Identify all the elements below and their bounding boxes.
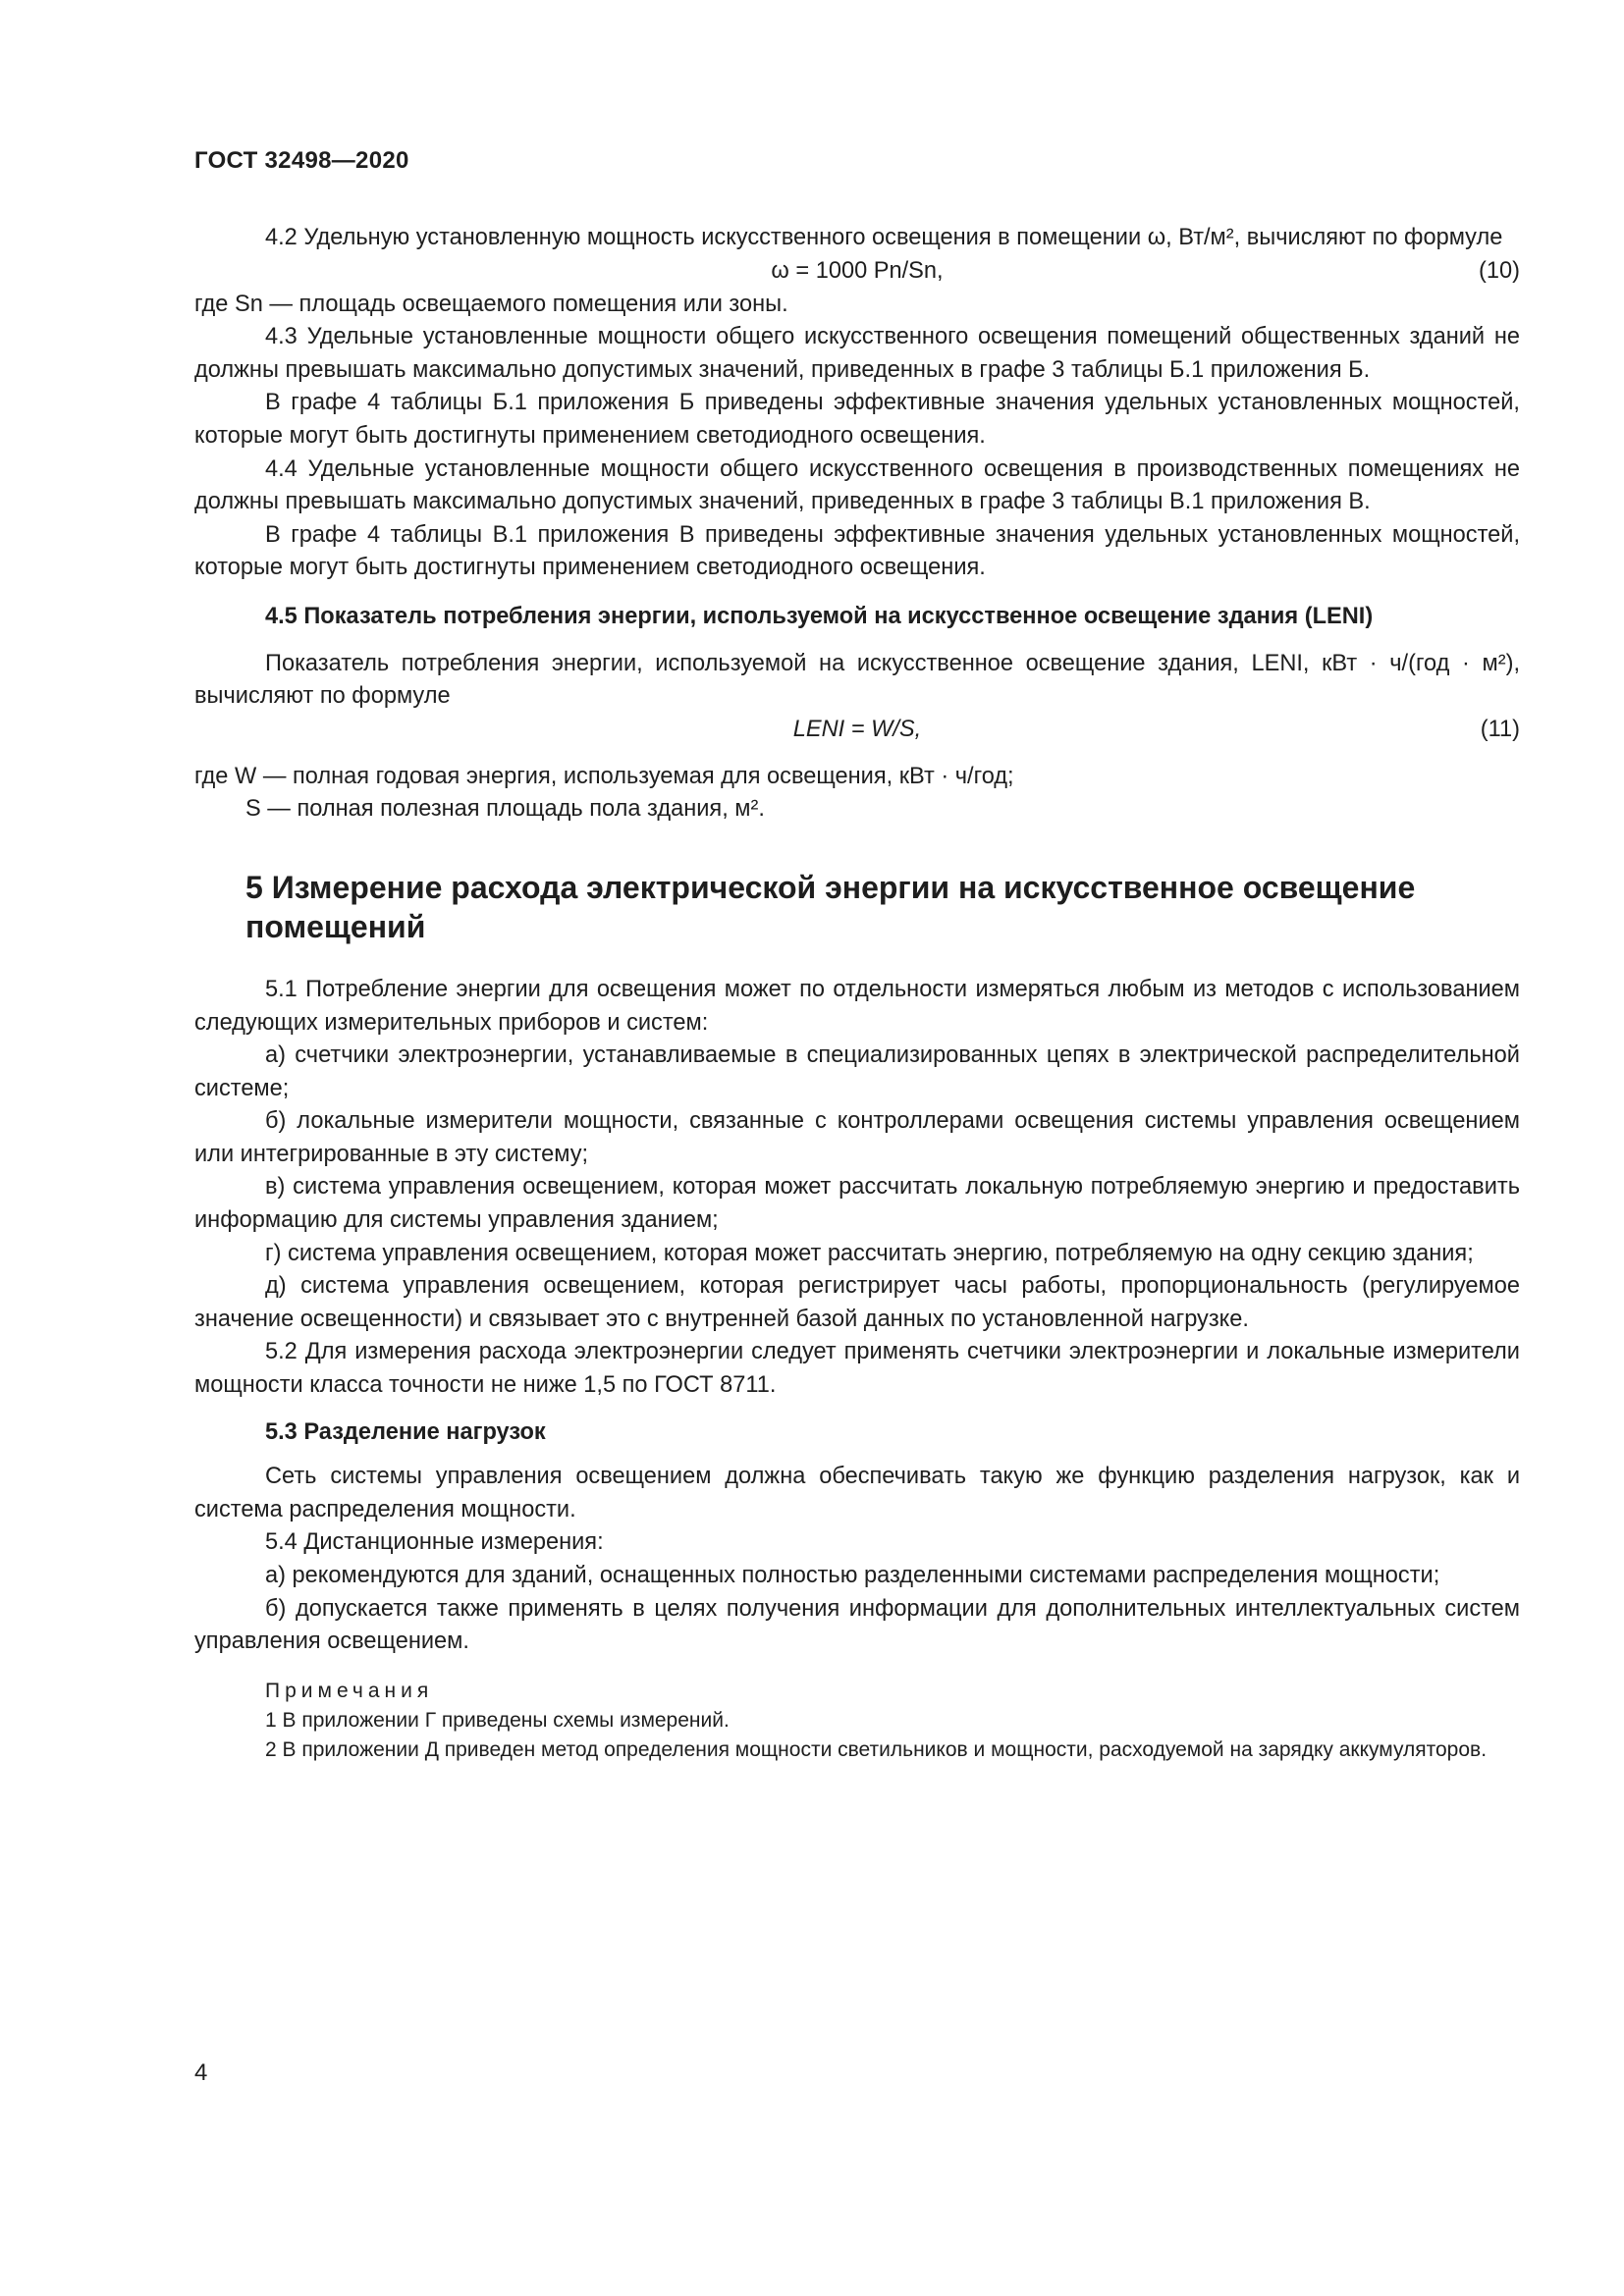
heading-4-5: 4.5 Показатель потребления энергии, используемой на искусственное освещение здания (LENI)	[265, 603, 1374, 629]
list-item: б) локальные измерители мощности, связанные с контроллерами освещения системы управления освещением или интегрированные в эту систему;	[194, 1108, 1520, 1167]
page-number: 4	[194, 2059, 208, 2086]
formula-10	[194, 255, 1520, 289]
formula-10-where: где Sn — площадь освещаемого помещения или зоны.	[194, 291, 788, 317]
document-body	[194, 222, 1520, 1765]
list-item: б) допускается также применять в целях получения информации для дополнительных интеллектуальных систем управления освещением.	[194, 1595, 1520, 1655]
formula-11-expression: LENI = W/S,	[792, 716, 922, 742]
formula-10-number: (10)	[1479, 257, 1520, 284]
paragraph-5-1: 5.1 Потребление энергии для освещения может по отдельности измеряться любым из методов с использованием следующих измерительных приборов и систем:	[194, 976, 1520, 1036]
paragraph-4-3: 4.3 Удельные установленные мощности общего искусственного освещения помещений общественных зданий не должны превышать максимально допустимых значений, приведенных в графе 3 таблицы Б.1 приложения Б.	[194, 324, 1520, 383]
paragraph-4-3-extra: В графе 4 таблицы Б.1 приложения Б приведены эффективные значения удельных установленных мощностей, которые могут быть достигнуты применением светодиодного освещения.	[194, 390, 1520, 449]
document-code-header: ГОСТ 32498—2020	[194, 147, 409, 174]
paragraph-4-5-intro: Показатель потребления энергии, используемой на искусственное освещение здания, LENI, кВт · ч/(год · м²), вычисляют по формуле	[194, 650, 1520, 710]
list-item: а) рекомендуются для зданий, оснащенных полностью разделенными системами распределения мощности;	[265, 1563, 1440, 1588]
formula-10-expression: ω = 1000 Pn/Sn,	[771, 257, 944, 284]
section-5-heading: 5 Измерение расхода электрической энергии на искусственное освещение помещений	[245, 869, 1416, 944]
formula-11-number: (11)	[1480, 716, 1520, 742]
list-item: г) система управления освещением, которая может рассчитать энергию, потребляемую на одну секцию здания;	[265, 1240, 1474, 1266]
formula-11-where-s: S — полная полезная площадь пола здания, м².	[245, 796, 765, 823]
paragraph-5-4: 5.4 Дистанционные измерения:	[265, 1529, 604, 1556]
paragraph-4-4-extra: В графе 4 таблицы В.1 приложения В приведены эффективные значения удельных установленных мощностей, которые могут быть достигнуты применением светодиодного освещения.	[194, 521, 1520, 581]
notes-title: Примечания	[265, 1679, 434, 1702]
note-item: 2 В приложении Д приведен метод определения мощности светильников и мощности, расходуемой на зарядку аккумуляторов.	[265, 1737, 1488, 1761]
list-item: в) система управления освещением, которая может рассчитать локальную потребляемую энергию и предоставить информацию для системы управления зданием;	[194, 1174, 1520, 1234]
paragraph-4-4: 4.4 Удельные установленные мощности общего искусственного освещения в производственных помещениях не должны превышать максимально допустимых значений, приведенных в графе 3 таблицы В.1 приложения В.	[194, 455, 1520, 515]
formula-11-where-w: где W — полная годовая энергия, используемая для освещения, кВт · ч/год;	[194, 763, 1014, 789]
formula-11	[194, 714, 1520, 747]
paragraph-5-2: 5.2 Для измерения расхода электроэнергии следует применять счетчики электроэнергии и локальные измерители мощности класса точности не ниже 1,5 по ГОСТ 8711.	[194, 1339, 1520, 1399]
heading-5-3: 5.3 Разделение нагрузок	[265, 1418, 546, 1445]
paragraph-5-3: Сеть системы управления освещением должна обеспечивать такую же функцию разделения нагрузок, как и система распределения мощности.	[194, 1464, 1520, 1522]
note-item: 1 В приложении Г приведены схемы измерений.	[265, 1708, 730, 1732]
list-item: а) счетчики электроэнергии, устанавливаемые в специализированных цепях в электрической распределительной системе;	[194, 1042, 1520, 1101]
list-item: д) система управления освещением, которая регистрирует часы работы, пропорциональность (регулируемое значение освещенности) и связывает это с внутренней базой данных по установленной нагрузке.	[194, 1273, 1520, 1332]
paragraph-4-2: 4.2 Удельную установленную мощность искусственного освещения в помещении ω, Вт/м², вычисляют по формуле	[265, 225, 1503, 250]
